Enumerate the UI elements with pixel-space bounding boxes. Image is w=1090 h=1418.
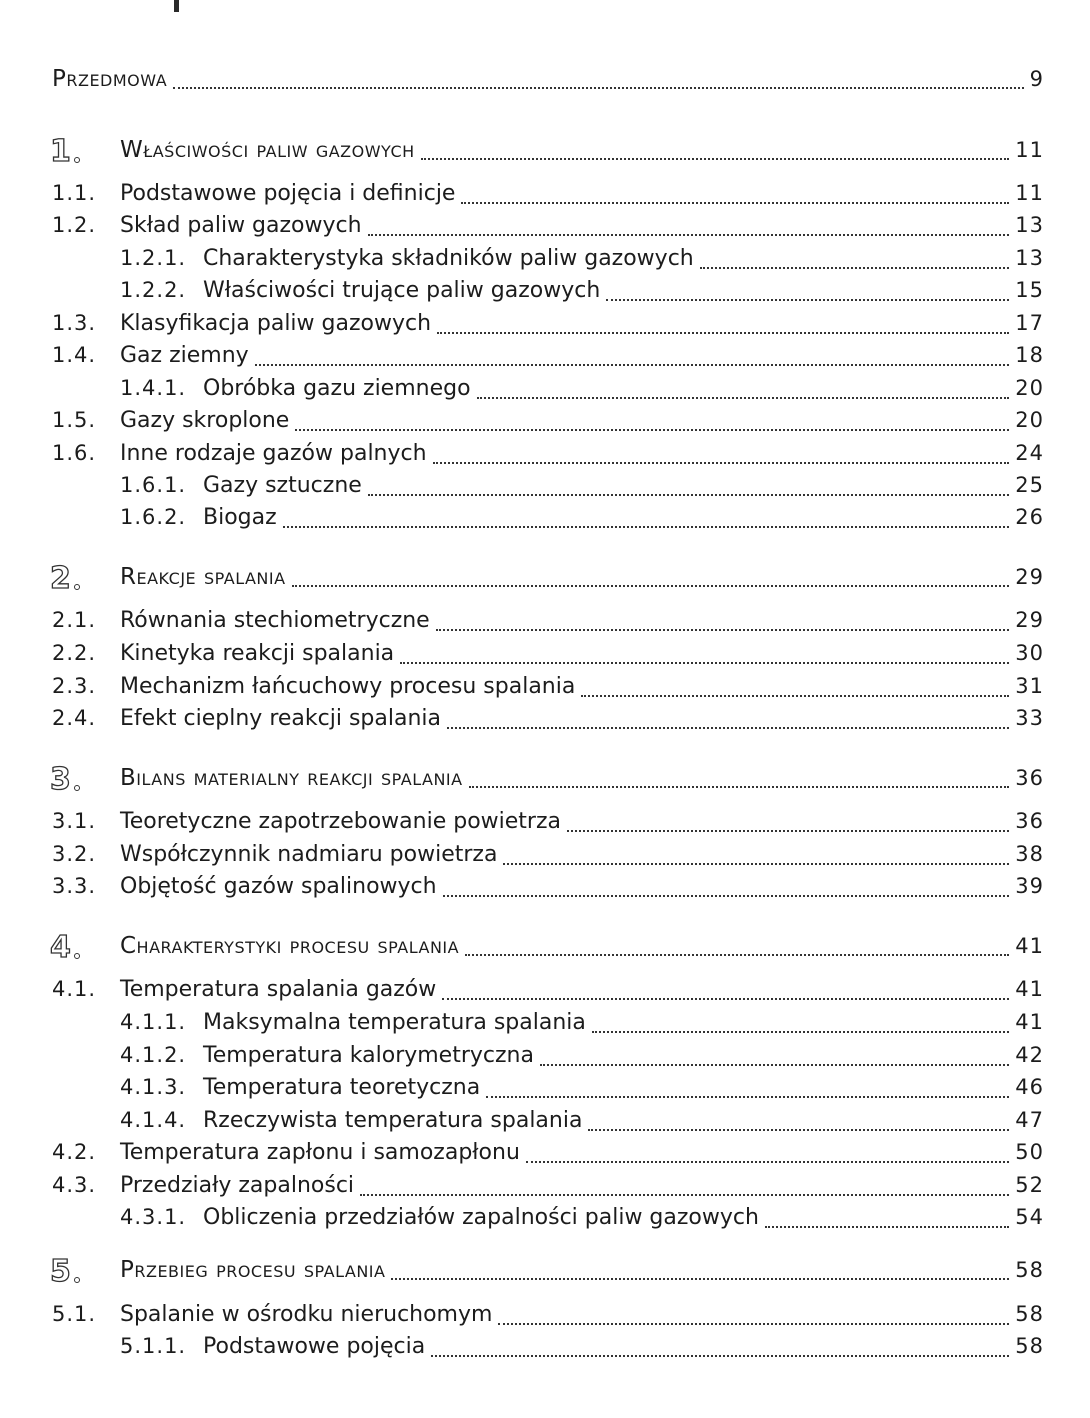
toc-entry-title: Temperatura zapłonu i samozapłonu: [120, 1140, 520, 1165]
dot-leader: [447, 726, 1009, 729]
toc-entry-title: Przedmowa: [52, 66, 168, 92]
toc-entry-title: Temperatura spalania gazów: [120, 977, 437, 1002]
dot-leader: [700, 266, 1010, 269]
toc-chapter-heading: [0, 762, 1044, 797]
toc-entry: [0, 1205, 1044, 1235]
dot-leader: [486, 1095, 1009, 1098]
dot-leader: [592, 1030, 1009, 1033]
toc-entry-title: Biogaz: [203, 505, 277, 530]
toc-page-number: 26: [1015, 505, 1044, 529]
toc-entry-number: 1.5.: [52, 408, 97, 432]
toc-entry-number: 4.1.: [52, 977, 97, 1001]
toc-entry-number: 1.2.: [52, 213, 97, 237]
toc-page-number: 54: [1015, 1205, 1044, 1229]
toc-entry-title: Przebieg procesu spalania: [120, 1257, 386, 1283]
toc-entry-title: Objętość gazów spalinowych: [120, 874, 437, 899]
toc-entry: [0, 874, 1044, 904]
toc-entry: [0, 1140, 1044, 1170]
toc-entry: [0, 408, 1044, 438]
toc-entry-title: Klasyfikacja paliw gazowych: [120, 311, 432, 336]
dot-leader: [436, 628, 1010, 631]
toc-entry: [0, 473, 1044, 503]
dot-leader: [391, 1277, 1009, 1280]
toc-entry-number: 3.2.: [52, 842, 97, 866]
toc-entry: [0, 641, 1044, 671]
dot-leader: [295, 428, 1009, 431]
toc-entry-number: 4.1.2.: [120, 1043, 187, 1067]
toc-entry-title: Temperatura kalorymetryczna: [203, 1043, 534, 1068]
toc-entry-number: 5: [50, 1254, 72, 1289]
toc-page-number: 29: [1015, 608, 1044, 632]
toc-entry-title: Podstawowe pojęcia i definicje: [120, 181, 456, 206]
toc-entry-number: 5.1.: [52, 1302, 97, 1326]
toc-entry-title: Temperatura teoretyczna: [203, 1075, 481, 1100]
toc-entry: [0, 608, 1044, 638]
toc-entry: [0, 213, 1044, 243]
dot-leader: [461, 201, 1009, 204]
toc-page-number: 11: [1015, 138, 1044, 162]
toc-entry: [0, 311, 1044, 341]
toc-page-number: 46: [1015, 1075, 1044, 1099]
toc-entry-number: 5.1.1.: [120, 1334, 187, 1358]
toc-entry: [0, 842, 1044, 872]
toc-page-number: 58: [1015, 1258, 1044, 1282]
dot-leader: [540, 1063, 1009, 1066]
toc-entry-number: 3: [50, 762, 72, 797]
toc-page-number: 41: [1015, 977, 1044, 1001]
toc-page-number: 13: [1015, 213, 1044, 237]
toc-entry-title: Obliczenia przedziałów zapalności paliw gazowych: [203, 1205, 759, 1230]
toc-entry-title: Przedziały zapalności: [120, 1173, 355, 1198]
toc-preface: [0, 66, 1044, 96]
toc-page-number: 41: [1015, 1010, 1044, 1034]
toc-chapter-heading: [0, 561, 1044, 596]
toc-entry: [0, 278, 1044, 308]
toc-entry-title: Spalanie w ośrodku nieruchomym: [120, 1302, 493, 1327]
dot-leader: [567, 829, 1009, 832]
toc-entry: [0, 1334, 1044, 1364]
toc-page-number: 20: [1015, 408, 1044, 432]
toc-entry-number: 2.2.: [52, 641, 97, 665]
toc-entry-number: 2.1.: [52, 608, 97, 632]
toc-entry-title: Kinetyka reakcji spalania: [120, 641, 395, 666]
toc-entry-number: 1.2.2.: [120, 278, 187, 302]
toc-entry-number: 4.1.1.: [120, 1010, 187, 1034]
dot-leader: [360, 1193, 1009, 1196]
toc-entry-title: Współczynnik nadmiaru powietrza: [120, 842, 498, 867]
dot-leader: [503, 862, 1009, 865]
dot-leader: [437, 331, 1009, 334]
toc-entry-number: 1.2.1.: [120, 246, 187, 270]
toc-entry-title: Skład paliw gazowych: [120, 213, 362, 238]
toc-page-number: 20: [1015, 376, 1044, 400]
toc-entry-title: Mechanizm łańcuchowy procesu spalania: [120, 674, 576, 699]
toc-entry-title: Gaz ziemny: [120, 343, 249, 368]
toc-entry: [0, 1010, 1044, 1040]
toc-page-number: 36: [1015, 809, 1044, 833]
toc-entry-title: Inne rodzaje gazów palnych: [120, 441, 427, 466]
toc-page-number: 24: [1015, 441, 1044, 465]
toc-entry-number: 2: [50, 561, 72, 596]
toc-entry-title: Charakterystyki procesu spalania: [120, 933, 460, 959]
dot-leader: [368, 493, 1009, 496]
toc-page-number: 58: [1015, 1302, 1044, 1326]
toc-page-number: 9: [1029, 67, 1044, 91]
toc-page-number: 30: [1015, 641, 1044, 665]
dot-leader: [469, 785, 1010, 788]
toc-entry-number: 1.1.: [52, 181, 97, 205]
toc-entry-number: 4.1.4.: [120, 1108, 187, 1132]
dot-leader: [368, 233, 1010, 236]
toc-entry-number: 4.3.: [52, 1173, 97, 1197]
dot-leader: [498, 1322, 1009, 1325]
toc-entry-number: 4: [50, 930, 72, 965]
toc-page-number: 25: [1015, 473, 1044, 497]
dot-leader: [443, 894, 1010, 897]
toc-page-number: 18: [1015, 343, 1044, 367]
toc-entry-title: Obróbka gazu ziemnego: [203, 376, 471, 401]
toc-entry-number: 4.3.1.: [120, 1205, 187, 1229]
toc-page-number: 29: [1015, 565, 1044, 589]
toc-entry-title: Właściwości paliw gazowych: [120, 137, 415, 163]
toc-page-number: 11: [1015, 181, 1044, 205]
toc-entry-number: 1.4.: [52, 343, 97, 367]
toc-page-number: 47: [1015, 1108, 1044, 1132]
toc-entry-title: Podstawowe pojęcia: [203, 1334, 426, 1359]
toc-entry-title: Rzeczywista temperatura spalania: [203, 1108, 583, 1133]
dot-leader: [283, 525, 1010, 528]
toc-entry: [0, 1302, 1044, 1332]
toc-page-number: 33: [1015, 706, 1044, 730]
dot-leader: [433, 461, 1010, 464]
toc-entry-title: Charakterystyka składników paliw gazowych: [203, 246, 694, 271]
dot-leader: [431, 1354, 1009, 1357]
toc-entry: [0, 343, 1044, 373]
toc-entry-number: 4.1.3.: [120, 1075, 187, 1099]
dot-leader: [292, 584, 1010, 587]
dot-leader: [526, 1160, 1009, 1163]
toc-page-number: 50: [1015, 1140, 1044, 1164]
toc-entry-title: Równania stechiometryczne: [120, 608, 430, 633]
toc-entry: [0, 441, 1044, 471]
toc-page-number: 38: [1015, 842, 1044, 866]
toc-entry-title: Reakcje spalania: [120, 564, 286, 590]
toc-page-number: 39: [1015, 874, 1044, 898]
toc-entry: [0, 376, 1044, 406]
toc-entry-title: Efekt cieplny reakcji spalania: [120, 706, 441, 731]
dot-leader: [421, 157, 1010, 160]
toc-entry: [0, 1075, 1044, 1105]
toc-entry: [0, 246, 1044, 276]
toc-entry: [0, 706, 1044, 736]
toc-entry-number: 1: [50, 134, 72, 169]
toc-entry: [0, 809, 1044, 839]
dot-leader: [255, 363, 1010, 366]
toc-entry-title: Właściwości trujące paliw gazowych: [203, 278, 601, 303]
dot-leader: [465, 953, 1009, 956]
toc-entry: [0, 1108, 1044, 1138]
toc-page-number: 15: [1015, 278, 1044, 302]
toc-entry-title: Maksymalna temperatura spalania: [203, 1010, 586, 1035]
toc-entry: [0, 181, 1044, 211]
dot-leader: [606, 298, 1009, 301]
toc-entry: [0, 1043, 1044, 1073]
toc-entry: [0, 1173, 1044, 1203]
toc-entry-title: Bilans materialny reakcji spalania: [120, 765, 463, 791]
toc-entry-number: 3.3.: [52, 874, 97, 898]
toc-page-number: 17: [1015, 311, 1044, 335]
toc-entry-number: 3.1.: [52, 809, 97, 833]
toc-page-number: 41: [1015, 934, 1044, 958]
toc-page-number: 58: [1015, 1334, 1044, 1358]
toc-chapter-heading: [0, 1254, 1044, 1289]
toc-chapter-heading: [0, 134, 1044, 169]
toc-entry-number: 1.6.2.: [120, 505, 187, 529]
toc-entry-number: 1.4.1.: [120, 376, 187, 400]
toc-entry-title: Gazy sztuczne: [203, 473, 362, 498]
dot-leader: [477, 396, 1010, 399]
dot-leader: [173, 86, 1023, 89]
page-edge-mark: [174, 0, 179, 12]
toc-chapter-heading: [0, 930, 1044, 965]
toc-entry-number: 1.3.: [52, 311, 97, 335]
toc-entry-number: 4.2.: [52, 1140, 97, 1164]
dot-leader: [765, 1225, 1009, 1228]
toc-page-number: 13: [1015, 246, 1044, 270]
toc-page-number: 52: [1015, 1173, 1044, 1197]
toc-entry-number: 2.4.: [52, 706, 97, 730]
toc-entry-number: 1.6.: [52, 441, 97, 465]
dot-leader: [581, 694, 1009, 697]
dot-leader: [400, 661, 1009, 664]
dot-leader: [442, 997, 1009, 1000]
toc-entry-number: 2.3.: [52, 674, 97, 698]
toc-page-number: 31: [1015, 674, 1044, 698]
toc-entry: [0, 977, 1044, 1007]
toc-page-number: 36: [1015, 766, 1044, 790]
toc-entry-title: Gazy skroplone: [120, 408, 290, 433]
toc-page-number: 42: [1015, 1043, 1044, 1067]
toc-entry: [0, 505, 1044, 535]
toc-entry: [0, 674, 1044, 704]
toc-entry-title: Teoretyczne zapotrzebowanie powietrza: [120, 809, 562, 834]
toc-entry-number: 1.6.1.: [120, 473, 187, 497]
dot-leader: [588, 1128, 1009, 1131]
